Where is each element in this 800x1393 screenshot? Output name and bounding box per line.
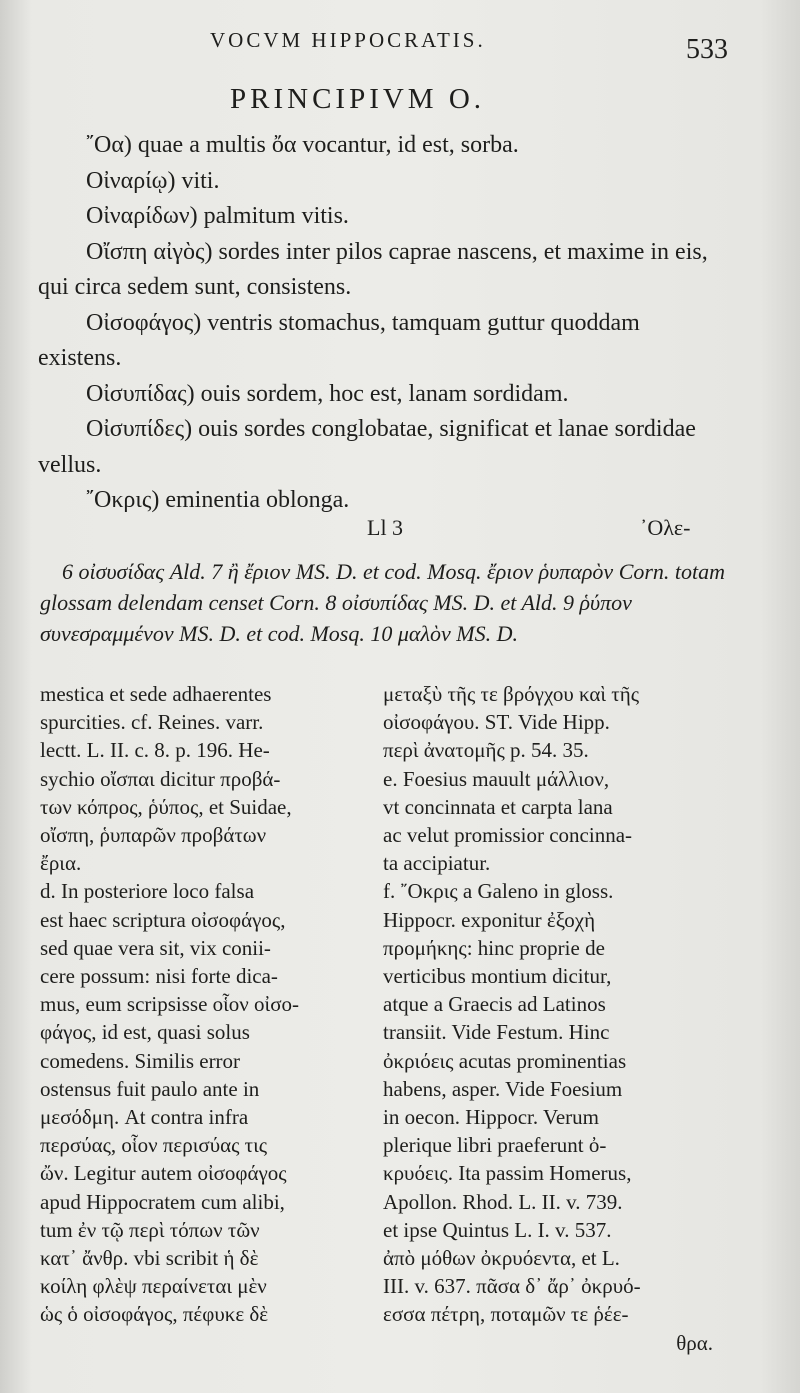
text-line: d. In posteriore loco falsa xyxy=(40,879,255,904)
text-line: ἀπὸ μόθων ὀκρυόεντα, et L. xyxy=(383,1246,620,1271)
glossary-entry: Οἰσυπίδες) ouis sordes conglobatae, significat et lanae sordidae vellus. xyxy=(38,416,696,478)
text-line: tum ἐν τῷ περὶ τόπων τῶν xyxy=(40,1217,260,1242)
section-title: PRINCIPIVM O. xyxy=(230,83,486,115)
footnotes: 6 οἰσυσίδας Ald. 7 ἢ ἔριον MS. D. et cod. Mosq. ἔριον ῥυπαρὸν Corn. totam glossam delendam censet Corn. 8 οἰσυπίδας MS. D. et Ald. 9 ῥύπον συνεσραμμένον MS. D. et cod. Mosq. 10 μαλὸν MS. D. xyxy=(40,559,726,646)
text-line: εσσα πέτρη, ποταμῶν τε ῥέε- xyxy=(383,1302,629,1327)
text-line: f. ῎Οκρις a Galeno in gloss. xyxy=(383,879,614,904)
running-head: VOCVM HIPPOCRATIS. xyxy=(210,28,486,52)
text-line: περὶ ἀνατομῆς p. 54. 35. xyxy=(383,738,589,763)
text-line: e. Foesius mauult μάλλιον, xyxy=(383,766,610,791)
text-line: apud Hippocratem cum alibi, xyxy=(40,1189,285,1214)
page-number: 533 xyxy=(686,34,728,65)
glossary-entry: ῎Οα) quae a multis ὄα vocantur, id est, sorba. xyxy=(86,132,519,158)
glossary-entry: Οἰναρίῳ) viti. xyxy=(86,167,220,194)
text-line: ὡς ὁ οἰσοφάγος, πέφυκε δὲ xyxy=(40,1302,269,1327)
text-line: θρα. xyxy=(676,1330,713,1355)
page-header xyxy=(0,24,800,64)
text-line: lectt. L. II. c. 8. p. 196. He- xyxy=(40,738,270,763)
text-line: in oecon. Hippocr. Verum xyxy=(383,1105,599,1130)
glossary-entry: Οἰσοφάγος) ventris stomachus, tamquam guttur quoddam existens. xyxy=(38,309,640,371)
glossary-entry: ῎Οκρις) eminentia oblonga. xyxy=(86,487,350,513)
text-line: et ipse Quintus L. I. v. 537. xyxy=(383,1217,612,1242)
text-line: comedens. Similis error xyxy=(40,1048,241,1073)
catchword: ᾽Ολε- xyxy=(640,515,691,540)
text-line: ἔρια. xyxy=(40,851,82,876)
commentary-left-column xyxy=(40,680,370,1329)
glossary-entry: Οἰναρίδων) palmitum vitis. xyxy=(86,203,349,229)
text-line: οἰσοφάγου. ST. Vide Hipp. xyxy=(383,710,610,735)
glossary-entries xyxy=(38,128,728,519)
text-line: est haec scriptura οἰσοφάγος, xyxy=(40,907,286,932)
text-line: sed quae vera sit, vix conii- xyxy=(40,935,271,960)
text-line: μεταξὺ τῆς τε βρόγχου καὶ τῆς xyxy=(383,682,640,706)
text-line: mestica et sede adhaerentes xyxy=(40,682,272,706)
text-line: των κόπρος, ῥύπος, et Suidae, xyxy=(40,794,292,819)
text-line: ὤν. Legitur autem οἰσοφάγος xyxy=(40,1161,287,1186)
text-line: περσύας, οἷον περισύας τις xyxy=(40,1133,268,1158)
text-line: ta accipiatur. xyxy=(383,851,491,876)
text-line: cere possum: nisi forte dica- xyxy=(40,964,278,989)
text-line: ὀκριόεις acutas prominentias xyxy=(383,1048,627,1073)
text-line: spurcities. cf. Reines. varr. xyxy=(40,710,264,735)
text-line: vt concinnata et carpta lana xyxy=(383,794,613,819)
text-line: III. v. 637. πᾶσα δ᾽ ἄρ᾽ ὀκρυό- xyxy=(383,1274,641,1299)
text-line: Hippocr. exponitur ἐξοχὴ xyxy=(383,907,596,932)
text-line: κοίλη φλὲψ περαίνεται μὲν xyxy=(40,1274,267,1299)
signature-mark: Ll 3 xyxy=(367,515,404,540)
text-line: plerique libri praeferunt ὀ- xyxy=(383,1133,607,1158)
text-line: κρυόεις. Ita passim Homerus, xyxy=(383,1161,632,1186)
text-line: προμήκης: hinc proprie de xyxy=(383,935,605,960)
text-line: μεσόδμη. At contra infra xyxy=(40,1105,249,1130)
commentary-right-column xyxy=(383,680,713,1357)
glossary-entry: Οἴσπη αἰγὸς) sordes inter pilos caprae nascens, et maxime in eis, qui circa sedem sunt, consistens. xyxy=(38,238,708,300)
text-line: verticibus montium dicitur, xyxy=(383,964,612,989)
text-line: mus, eum scripsisse οἷον οἰσο- xyxy=(40,992,300,1017)
text-line: sychio οἴσπαι dicitur προβά- xyxy=(40,766,281,791)
text-line: habens, asper. Vide Foesium xyxy=(383,1076,623,1101)
text-line: Apollon. Rhod. L. II. v. 739. xyxy=(383,1189,623,1214)
glossary-entry: Οἰσυπίδας) ouis sordem, hoc est, lanam sordidam. xyxy=(86,380,569,407)
text-line: atque a Graecis ad Latinos xyxy=(383,992,606,1017)
text-line: οἴσπη, ῥυπαρῶν προβάτων xyxy=(40,823,267,848)
text-line: transiit. Vide Festum. Hinc xyxy=(383,1020,610,1045)
text-line: κατ᾽ ἄνθρ. vbi scribit ἡ δὲ xyxy=(40,1246,259,1271)
text-line: ac velut promissior concinna- xyxy=(383,823,633,848)
text-line: φάγος, id est, quasi solus xyxy=(40,1020,250,1045)
text-line: ostensus fuit paulo ante in xyxy=(40,1076,260,1101)
